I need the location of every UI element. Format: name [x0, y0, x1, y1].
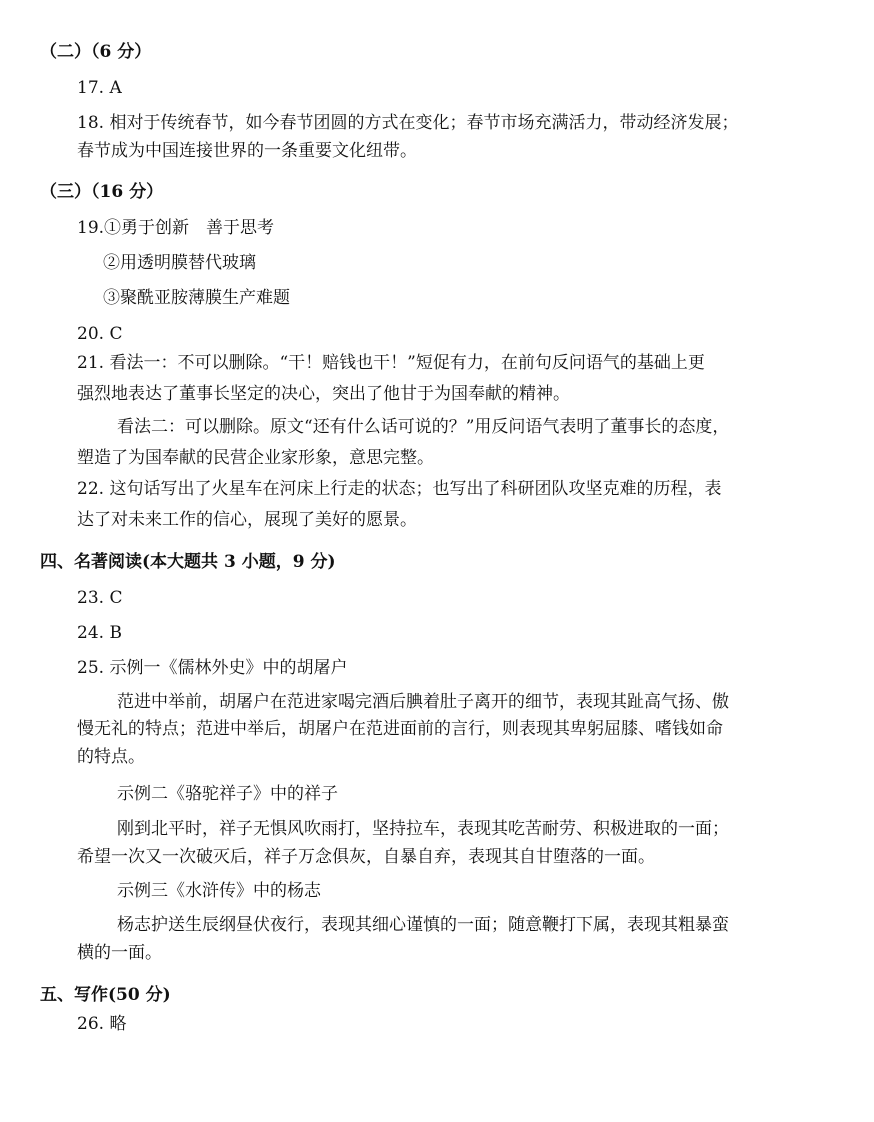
answer-25-line-4: 的特点。 [77, 747, 145, 767]
answer-19-line-1: 19.①勇于创新 善于思考 [77, 218, 275, 238]
answer-23: 23. C [77, 588, 123, 608]
section-header-2: （二）（6 分） [40, 42, 152, 62]
answer-17: 17. A [77, 78, 122, 98]
section-header-3: （三）（16 分） [40, 182, 164, 202]
answer-20: 20. C [77, 324, 123, 344]
answer-25-line-1: 25. 示例一《儒林外史》中的胡屠户 [77, 658, 348, 678]
answer-18-line-1: 18. 相对于传统春节，如今春节团圆的方式在变化；春节市场充满活力，带动经济发展； [77, 113, 739, 133]
answer-25-line-7: 希望一次又一次破灭后，祥子万念俱灰，自暴自弃，表现其自甘堕落的一面。 [77, 847, 655, 867]
answer-19-line-2: ②用透明膜替代玻璃 [103, 253, 256, 273]
answer-18-line-2: 春节成为中国连接世界的一条重要文化纽带。 [77, 141, 417, 161]
answer-25-line-10: 横的一面。 [77, 943, 162, 963]
answer-25-line-3: 慢无礼的特点；范进中举后，胡屠户在范进面前的言行，则表现其卑躬屈膝、嗜钱如命 [77, 719, 723, 739]
answer-22-line-1: 22. 这句话写出了火星车在河床上行走的状态；也写出了科研团队攻坚克难的历程，表 [77, 479, 722, 499]
answer-25-line-6: 刚到北平时，祥子无惧风吹雨打，坚持拉车，表现其吃苦耐劳、积极进取的一面； [117, 819, 729, 839]
answer-25-line-8: 示例三《水浒传》中的杨志 [117, 881, 321, 901]
answer-25-line-5: 示例二《骆驼祥子》中的祥子 [117, 784, 338, 804]
section-header-4: 四、名著阅读(本大题共 3 小题，9 分) [40, 552, 336, 572]
answer-26: 26. 略 [77, 1014, 127, 1034]
answer-21-line-2: 强烈地表达了董事长坚定的决心，突出了他甘于为国奉献的精神。 [77, 384, 570, 404]
section-header-5: 五、写作(50 分) [40, 985, 171, 1005]
answer-25-line-9: 杨志护送生辰纲昼伏夜行，表现其细心谨慎的一面；随意鞭打下属，表现其粗暴蛮 [117, 915, 729, 935]
answer-21-line-4: 塑造了为国奉献的民营企业家形象，意思完整。 [77, 448, 434, 468]
answer-21-line-3: 看法二：可以删除。原文“还有什么话可说的？”用反问语气表明了董事长的态度， [117, 417, 730, 437]
answer-21-line-1: 21. 看法一：不可以删除。“干！赔钱也干！”短促有力，在前句反问语气的基础上更 [77, 353, 705, 373]
answer-19-line-3: ③聚酰亚胺薄膜生产难题 [103, 288, 290, 308]
answer-22-line-2: 达了对未来工作的信心，展现了美好的愿景。 [77, 510, 417, 530]
answer-24: 24. B [77, 623, 122, 643]
answer-25-line-2: 范进中举前，胡屠户在范进家喝完酒后腆着肚子离开的细节，表现其趾高气扬、傲 [117, 692, 729, 712]
